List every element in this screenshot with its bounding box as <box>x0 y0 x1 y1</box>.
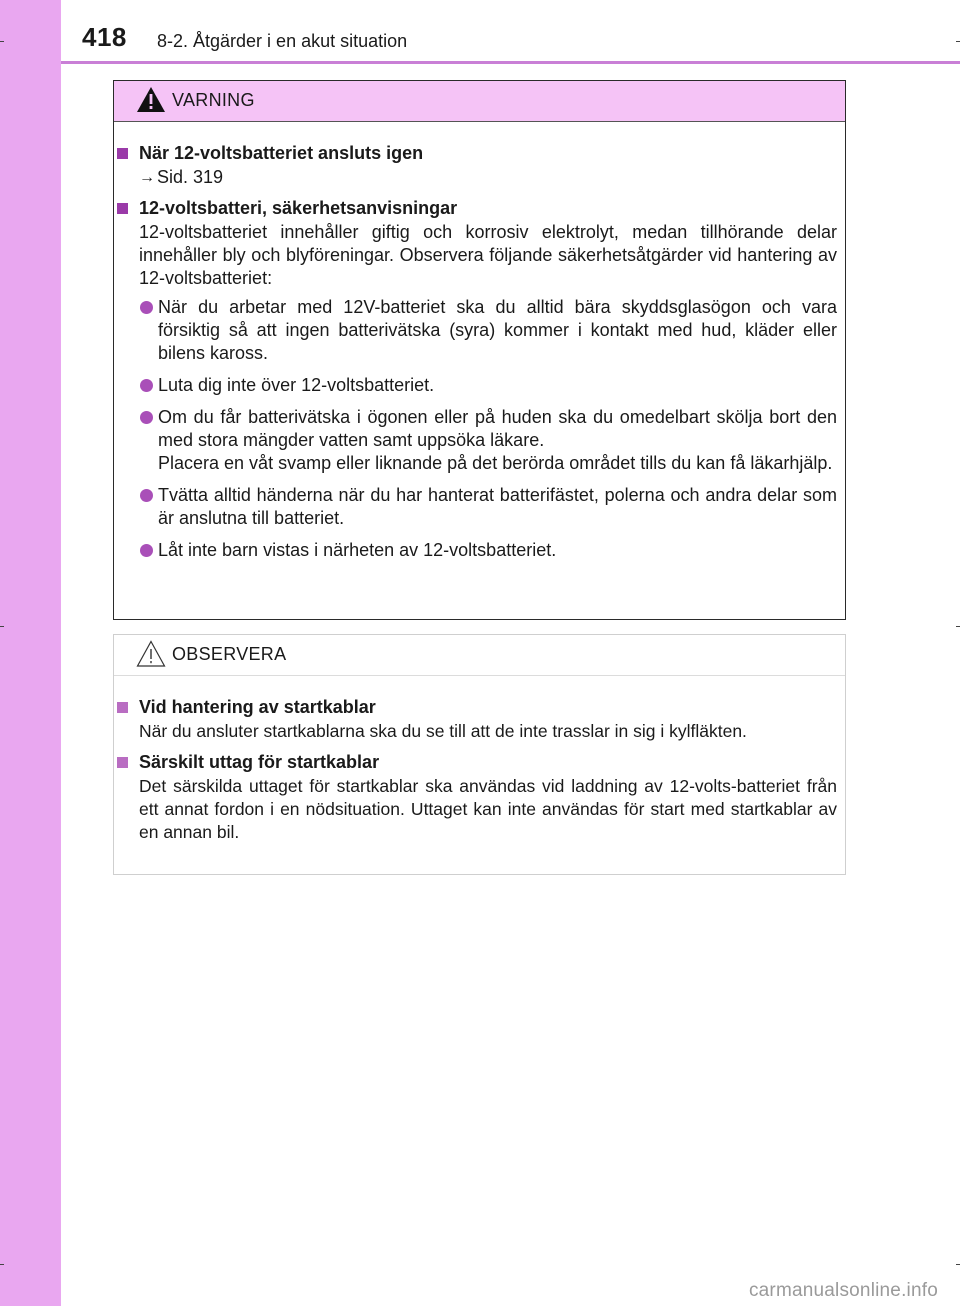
round-bullet-icon <box>140 544 153 557</box>
list-item <box>138 406 837 475</box>
caution-outline-icon <box>136 640 166 667</box>
list-item-text: Luta dig inte över 12-voltsbatteriet. <box>158 375 435 395</box>
trim-mark <box>0 1264 4 1265</box>
warning-triangle-icon <box>136 86 166 113</box>
warning-content <box>114 122 845 562</box>
round-bullet-icon <box>140 411 153 424</box>
watermark-link[interactable]: carmanualsonline.info <box>748 1280 938 1301</box>
bullet-list <box>114 296 837 562</box>
list-item-text-continued: Placera en våt svamp eller liknande på det berörda området tills du kan få läkarhjälp. <box>158 453 833 473</box>
trim-mark <box>956 1264 960 1265</box>
item-title-text: Särskilt uttag för startkablar <box>139 752 380 772</box>
side-tab-bar <box>0 0 61 1306</box>
list-item <box>138 484 837 530</box>
notice-header <box>114 635 845 676</box>
item-title-text: Vid hantering av startkablar <box>139 697 376 717</box>
notice-content <box>114 676 845 844</box>
trim-mark <box>956 626 960 627</box>
list-item <box>138 296 837 365</box>
list-item-text: Tvätta alltid händerna när du har hanterat batterifästet, polerna och andra delar som är anslutna till batteriet. <box>158 485 837 528</box>
item-title-text: När 12-voltsbatteriet ansluts igen <box>139 143 424 163</box>
list-item <box>138 539 837 562</box>
list-item-text: Låt inte barn vistas i närheten av 12-voltsbatteriet. <box>158 540 557 560</box>
item-title <box>114 140 837 166</box>
round-bullet-icon <box>140 489 153 502</box>
item-body: Det särskilda uttaget för startkablar ska användas vid laddning av 12-volts-batteriet från ett annat fordon i en nödsituation. Uttaget kan inte användas för start med startkablar av en annan bil. <box>139 776 837 842</box>
arrow-right-icon: → <box>139 169 155 186</box>
item-title <box>114 694 837 720</box>
item-title <box>114 749 837 775</box>
square-bullet-icon <box>117 148 128 159</box>
warning-header <box>114 81 845 122</box>
square-bullet-icon <box>117 702 128 713</box>
trim-mark <box>956 41 960 42</box>
square-bullet-icon <box>117 203 128 214</box>
item-body: 12-voltsbatteriet innehåller giftig och korrosiv elektrolyt, medan tillhörande delar innehåller bly och blyföreningar. Observera följande säkerhetsåtgärder vid hantering av 12-voltsbatteriet: <box>139 222 837 288</box>
round-bullet-icon <box>140 301 153 314</box>
header-rule <box>61 61 960 64</box>
trim-mark <box>0 626 4 627</box>
page-number: 418 <box>82 22 127 52</box>
page-reference-link[interactable]: Sid. 319 <box>157 167 224 187</box>
item-title <box>114 195 837 221</box>
list-item <box>138 374 837 397</box>
section-title: 8-2. Åtgärder i en akut situation <box>157 31 408 51</box>
warning-box <box>113 80 846 620</box>
square-bullet-icon <box>117 757 128 768</box>
round-bullet-icon <box>140 379 153 392</box>
notice-label: OBSERVERA <box>172 644 287 664</box>
warning-label: VARNING <box>172 90 255 110</box>
page-reference <box>114 166 837 189</box>
list-item-text: Om du får batterivätska i ögonen eller på huden ska du omedelbart skölja bort den med stora mängder vatten samt uppsöka läkare. <box>158 407 837 450</box>
item-body: När du ansluter startkablarna ska du se till att de inte trasslar in sig i kylfläkten. <box>139 721 747 741</box>
item-title-text: 12-voltsbatteri, säkerhetsanvisningar <box>139 198 458 218</box>
trim-mark <box>0 41 4 42</box>
list-item-text: När du arbetar med 12V-batteriet ska du alltid bära skyddsglasögon och vara försiktig så att ingen batterivätska (syra) kommer i kontakt med hud, kläder eller bilens kaross. <box>158 297 837 363</box>
notice-box <box>113 634 846 875</box>
